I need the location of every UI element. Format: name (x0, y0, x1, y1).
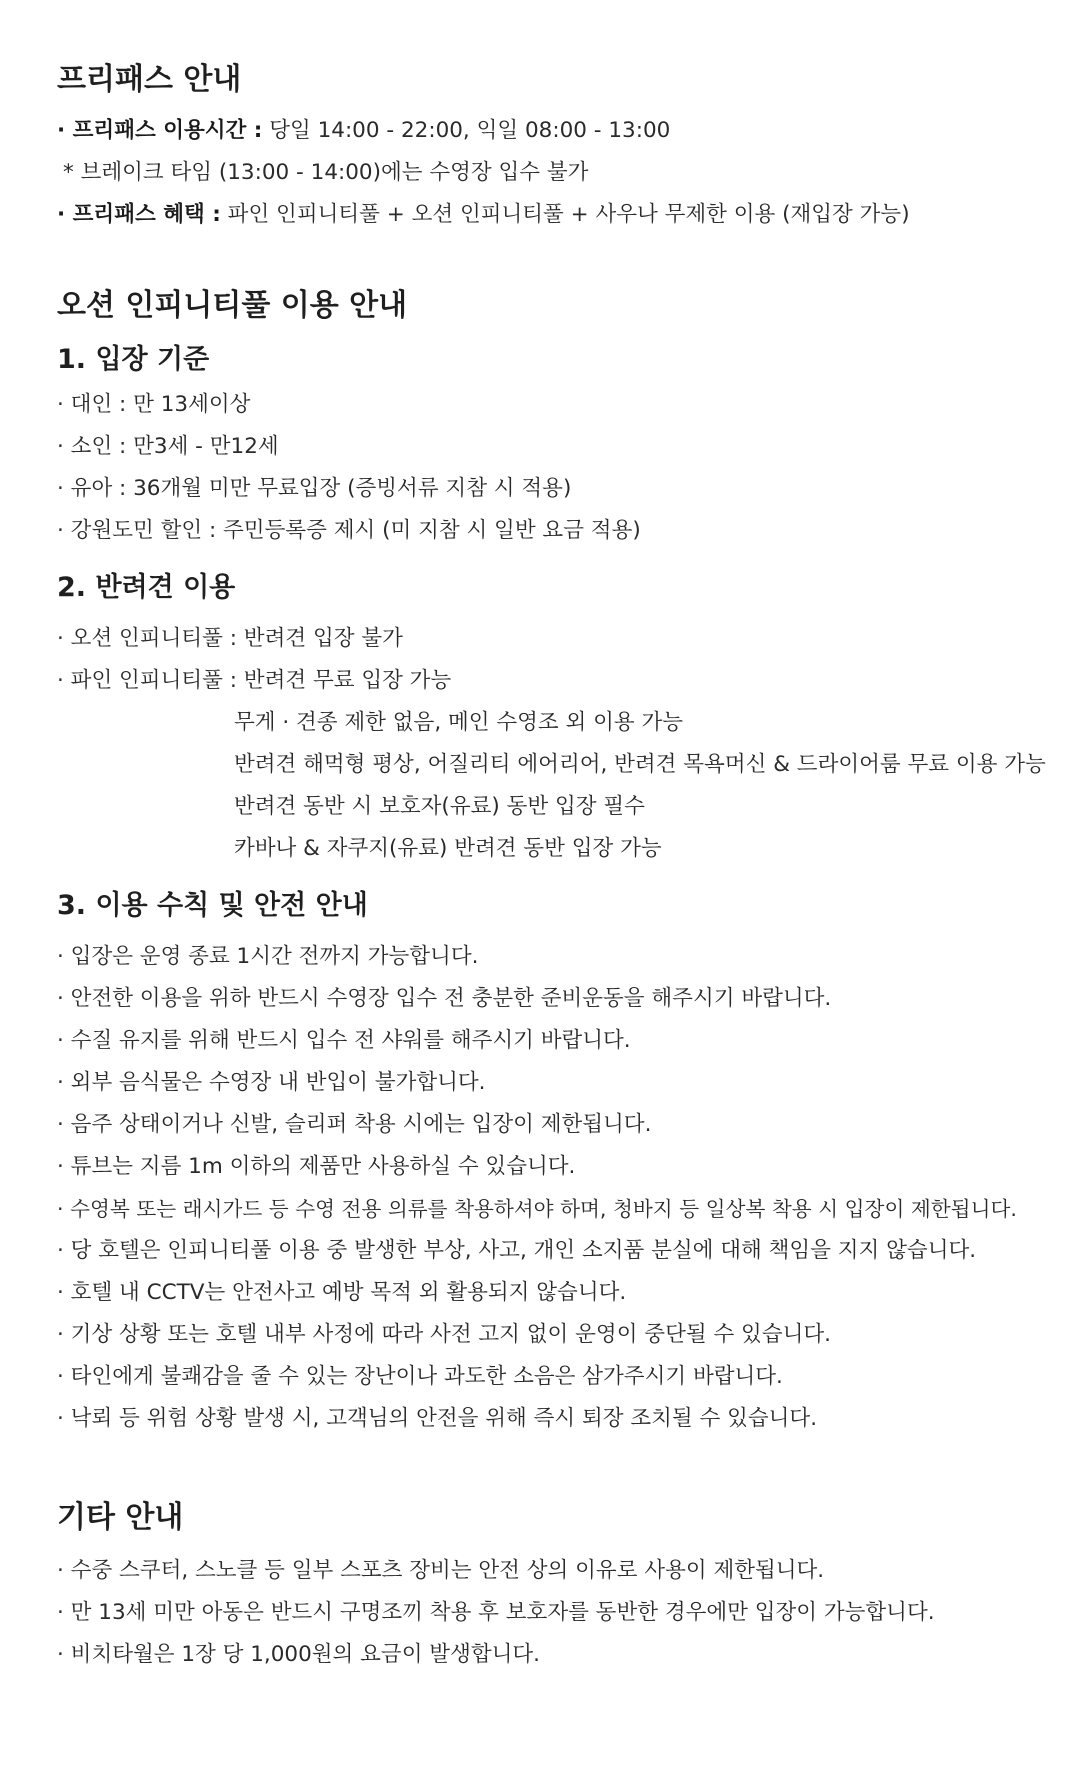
pets-pine-detail: 반려견 동반 시 보호자(유료) 동반 입장 필수 (234, 794, 645, 819)
rules-item: · 음주 상태이거나 신발, 슬리퍼 착용 시에는 입장이 제한됩니다. (57, 1112, 652, 1137)
pets-pine-line: · 파인 인피니티풀 : 반려견 무료 입장 가능 (57, 668, 452, 693)
rules-item: · 튜브는 지름 1m 이하의 제품만 사용하실 수 있습니다. (57, 1154, 576, 1179)
etc-item: · 만 13세 미만 아동은 반드시 구명조끼 착용 후 보호자를 동반한 경우에만 입장이 가능합니다. (57, 1600, 935, 1625)
rules-item: · 기상 상황 또는 호텔 내부 사정에 따라 사전 고지 없이 운영이 중단될 수 있습니다. (57, 1322, 831, 1347)
freepass-time-value: 당일 14:00 - 22:00, 익일 08:00 - 13:00 (262, 118, 671, 143)
entry-item: · 소인 : 만3세 - 만12세 (57, 434, 279, 459)
rules-title: 3. 이용 수칙 및 안전 안내 (57, 890, 368, 921)
rules-item: · 안전한 이용을 위하 반드시 수영장 입수 전 충분한 준비운동을 해주시기 바랍니다. (57, 986, 832, 1011)
etc-title: 기타 안내 (57, 1500, 184, 1535)
freepass-time-label: · 프리패스 이용시간 : (57, 118, 263, 143)
freepass-break-note: * 브레이크 타임 (13:00 - 14:00)에는 수영장 입수 불가 (63, 160, 589, 185)
ocean-pool-title: 오션 인피니티풀 이용 안내 (57, 288, 408, 323)
freepass-time-line (57, 110, 1023, 152)
freepass-title: 프리패스 안내 (57, 62, 242, 97)
pets-pine-detail: 카바나 & 자쿠지(유료) 반려견 동반 입장 가능 (234, 836, 662, 861)
rules-item: · 타인에게 불쾌감을 줄 수 있는 장난이나 과도한 소음은 삼가주시기 바랍니다. (57, 1364, 783, 1389)
rules-item: · 수영복 또는 래시가드 등 수영 전용 의류를 착용하셔야 하며, 청바지 등 일상복 착용 시 입장이 제한됩니다. (57, 1197, 1017, 1221)
freepass-benefit-value: 파인 인피니티풀 + 오션 인피니티풀 + 사우나 무제한 이용 (재입장 가능) (220, 202, 910, 227)
etc-item: · 수중 스쿠터, 스노클 등 일부 스포츠 장비는 안전 상의 이유로 사용이 제한됩니다. (57, 1558, 825, 1583)
freepass-benefit-label: · 프리패스 혜택 : (57, 202, 221, 227)
rules-item: · 호텔 내 CCTV는 안전사고 예방 목적 외 활용되지 않습니다. (57, 1280, 627, 1305)
entry-item: · 대인 : 만 13세이상 (57, 392, 251, 417)
freepass-section (57, 54, 1023, 236)
rules-item: · 수질 유지를 위해 반드시 입수 전 샤워를 해주시기 바랍니다. (57, 1028, 631, 1053)
etc-section (57, 1492, 1023, 1676)
entry-criteria-title: 1. 입장 기준 (57, 344, 210, 375)
rules-item: · 입장은 운영 종료 1시간 전까지 가능합니다. (57, 944, 479, 969)
entry-item: · 강원도민 할인 : 주민등록증 제시 (미 지참 시 일반 요금 적용) (57, 518, 641, 543)
rules-item: · 당 호텔은 인피니티풀 이용 중 발생한 부상, 사고, 개인 소지품 분실에 대해 책임을 지지 않습니다. (57, 1238, 977, 1263)
rules-item: · 낙뢰 등 위험 상황 발생 시, 고객님의 안전을 위해 즉시 퇴장 조치될 수 있습니다. (57, 1406, 818, 1431)
entry-item: · 유아 : 36개월 미만 무료입장 (증빙서류 지참 시 적용) (57, 476, 572, 501)
rules-item: · 외부 음식물은 수영장 내 반입이 불가합니다. (57, 1070, 486, 1095)
pets-title: 2. 반려견 이용 (57, 572, 236, 603)
pets-pine-detail: 반려견 해먹형 평상, 어질리티 에어리어, 반려견 목욕머신 & 드라이어룸 무료 이용 가능 (234, 752, 1046, 777)
pets-ocean-line: · 오션 인피니티풀 : 반려견 입장 불가 (57, 626, 403, 651)
etc-item: · 비치타월은 1장 당 1,000원의 요금이 발생합니다. (57, 1642, 540, 1667)
pets-pine-detail: 무게 · 견종 제한 없음, 메인 수영조 외 이용 가능 (234, 710, 684, 735)
ocean-pool-section (57, 280, 1046, 1440)
freepass-benefit-line (57, 194, 1023, 236)
